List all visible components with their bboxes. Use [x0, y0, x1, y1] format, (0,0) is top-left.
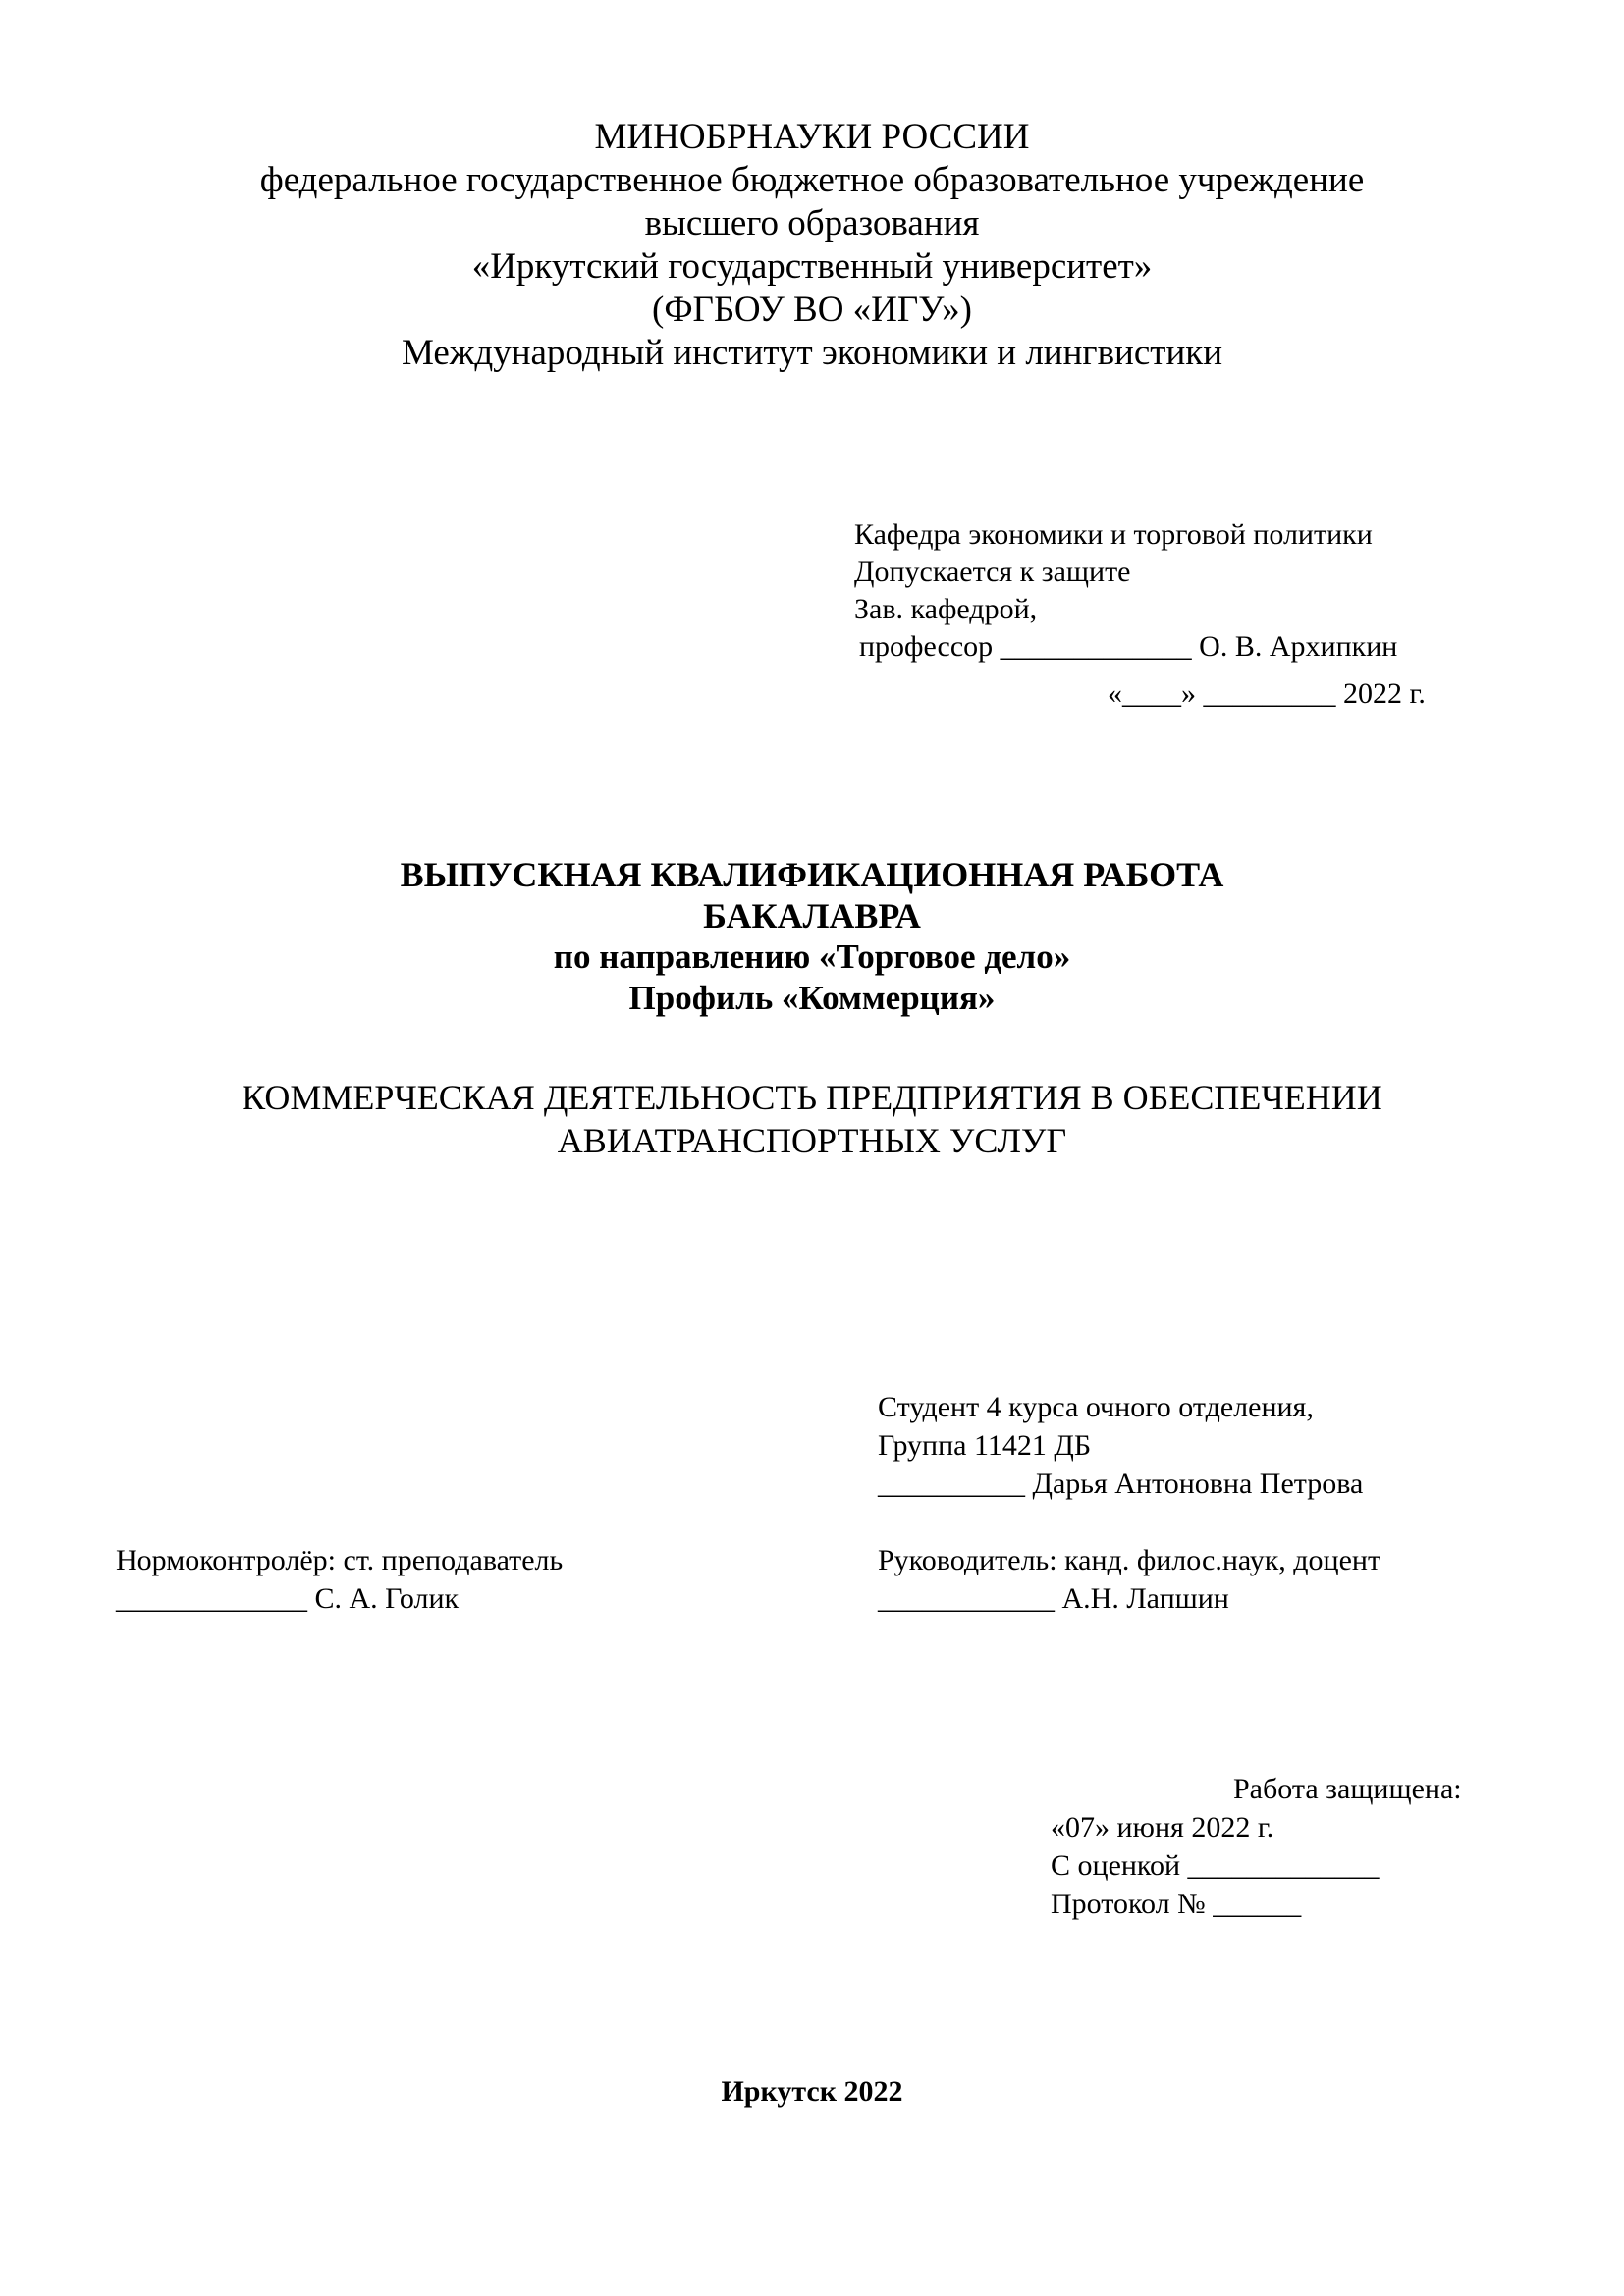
- university-abbreviation: (ФГБОУ ВО «ИГУ»): [652, 290, 972, 330]
- student-course: Студент 4 курса очного отделения,: [878, 1391, 1314, 1423]
- education-level: высшего образования: [644, 203, 980, 243]
- ministry-name: МИНОБРНАУКИ РОССИИ: [594, 117, 1030, 157]
- supervisor-block: [878, 1541, 1380, 1618]
- defense-status: Работа защищена:: [1233, 1773, 1462, 1805]
- normcontroller-title: Нормоконтролёр: ст. преподаватель: [116, 1544, 564, 1576]
- department-name: Кафедра экономики и торговой политики: [854, 518, 1373, 551]
- topic-line-2: АВИАТРАНСПОРТНЫХ УСЛУГ: [557, 1121, 1067, 1160]
- student-block: [878, 1388, 1363, 1503]
- defense-protocol-line: Протокол № ______: [1051, 1888, 1302, 1920]
- supervisor-title: Руководитель: канд. филос.наук, доцент: [878, 1544, 1381, 1576]
- institution-type: федеральное государственное бюджетное образовательное учреждение: [259, 160, 1365, 200]
- student-group: Группа 11421 ДБ: [878, 1429, 1092, 1462]
- institute-name: Международный институт экономики и лингвистики: [401, 333, 1223, 373]
- city-year: Иркутск 2022: [721, 2075, 903, 2108]
- normcontroller-block: [116, 1541, 563, 1618]
- study-profile: Профиль «Коммерция»: [628, 979, 996, 1017]
- head-title: Зав. кафедрой,: [854, 593, 1038, 625]
- approval-block: [854, 516, 1426, 713]
- work-type: ВЫПУСКНАЯ КВАЛИФИКАЦИОННАЯ РАБОТА: [400, 855, 1224, 894]
- head-signature-line: профессор _____________ О. В. Архипкин: [859, 630, 1398, 663]
- topic-line-1: КОММЕРЧЕСКАЯ ДЕЯТЕЛЬНОСТЬ ПРЕДПРИЯТИЯ В ОБЕСПЕЧЕНИИ: [242, 1078, 1382, 1117]
- thesis-topic: [0, 1076, 1624, 1162]
- approval-date-line: «____» _________ 2022 г.: [1108, 677, 1426, 710]
- student-signature-line: __________ Дарья Антоновна Петрова: [878, 1468, 1364, 1500]
- admission-note: Допускается к защите: [854, 556, 1131, 588]
- university-name: «Иркутский государственный университет»: [471, 246, 1153, 287]
- study-direction: по направлению «Торговое дело»: [553, 937, 1071, 976]
- defense-date: «07» июня 2022 г.: [1051, 1811, 1274, 1843]
- degree-level: БАКАЛАВРА: [703, 896, 921, 935]
- defense-block: [1051, 1770, 1462, 1923]
- defense-grade-line: С оценкой _____________: [1051, 1849, 1380, 1882]
- normcontroller-signature-line: _____________ С. А. Голик: [116, 1582, 460, 1615]
- header-block: [0, 116, 1624, 375]
- supervisor-signature-line: ____________ А.Н. Лапшин: [878, 1582, 1229, 1615]
- city-year-footer: [0, 2074, 1624, 2109]
- work-title-block: [0, 854, 1624, 1019]
